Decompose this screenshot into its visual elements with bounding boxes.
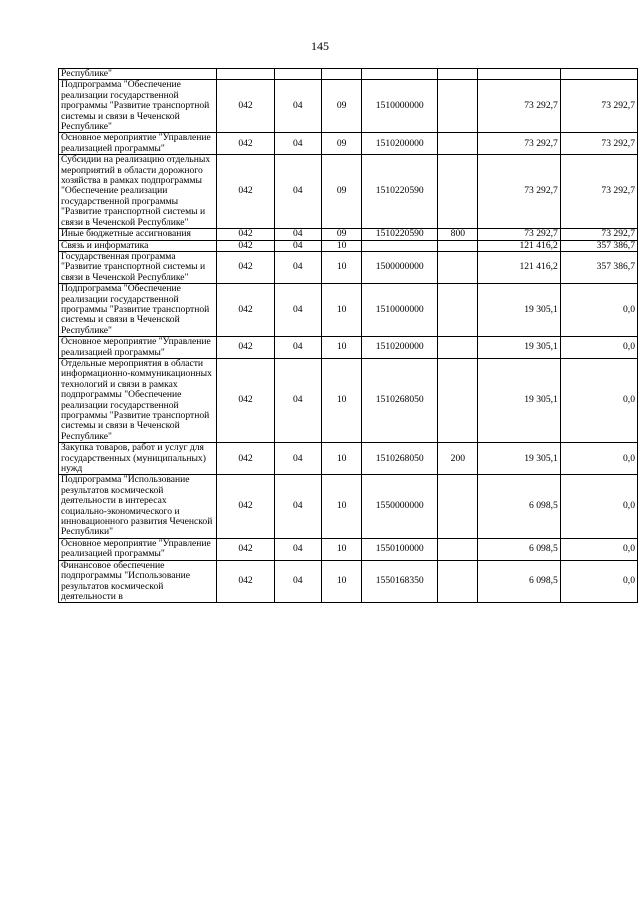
subsection-code-cell: 10	[322, 337, 362, 359]
table-row	[59, 80, 638, 133]
expense-type-cell: 200	[438, 443, 478, 475]
subsection-code-cell: 10	[322, 475, 362, 538]
grbs-code-cell: 042	[217, 337, 274, 359]
row-name-cell: Подпрограмма "Обеспечение реализации государственной программы "Развитие транспортной системы и связи в Чеченской Республике"	[59, 80, 217, 133]
table-row	[59, 337, 638, 359]
table-row	[59, 155, 638, 229]
amount-year2-cell: 0,0	[560, 560, 637, 603]
section-code-cell: 04	[274, 337, 322, 359]
table-body	[59, 69, 638, 603]
grbs-code-cell: 042	[217, 240, 274, 251]
target-article-cell: 1510220590	[362, 155, 438, 229]
expense-type-cell	[438, 69, 478, 80]
target-article-cell: 1550168350	[362, 560, 438, 603]
amount-year2-cell: 0,0	[560, 284, 637, 337]
subsection-code-cell: 10	[322, 358, 362, 442]
section-code-cell: 04	[274, 538, 322, 560]
subsection-code-cell: 10	[322, 284, 362, 337]
target-article-cell: 1510200000	[362, 337, 438, 359]
expense-type-cell	[438, 538, 478, 560]
section-code-cell: 04	[274, 251, 322, 283]
table-row	[59, 133, 638, 155]
row-name-cell: Основное мероприятие "Управление реализацией программы"	[59, 337, 217, 359]
expense-type-cell	[438, 240, 478, 251]
section-code-cell	[274, 69, 322, 80]
grbs-code-cell: 042	[217, 251, 274, 283]
amount-year1-cell: 6 098,5	[478, 538, 560, 560]
section-code-cell: 04	[274, 229, 322, 240]
row-name-cell: Подпрограмма "Использование результатов космической деятельности в интересах социально-экономического и инновационного развития Чеченской Республики"	[59, 475, 217, 538]
amount-year1-cell: 19 305,1	[478, 358, 560, 442]
amount-year1-cell: 19 305,1	[478, 443, 560, 475]
row-name-cell: Подпрограмма "Обеспечение реализации государственной программы "Развитие транспортной системы и связи в Чеченской Республике"	[59, 284, 217, 337]
amount-year2-cell: 0,0	[560, 358, 637, 442]
expense-type-cell	[438, 251, 478, 283]
grbs-code-cell: 042	[217, 538, 274, 560]
grbs-code-cell: 042	[217, 133, 274, 155]
subsection-code-cell: 10	[322, 251, 362, 283]
section-code-cell: 04	[274, 443, 322, 475]
row-name-cell: Основное мероприятие "Управление реализацией программы"	[59, 538, 217, 560]
target-article-cell: 1510200000	[362, 133, 438, 155]
table-row	[59, 443, 638, 475]
amount-year2-cell	[560, 69, 637, 80]
section-code-cell: 04	[274, 155, 322, 229]
page-number: 145	[311, 39, 329, 53]
row-name-cell: Связь и информатика	[59, 240, 217, 251]
grbs-code-cell: 042	[217, 284, 274, 337]
subsection-code-cell: 09	[322, 229, 362, 240]
expense-type-cell	[438, 337, 478, 359]
amount-year2-cell: 0,0	[560, 538, 637, 560]
section-code-cell: 04	[274, 358, 322, 442]
row-name-cell: Основное мероприятие "Управление реализацией программы"	[59, 133, 217, 155]
target-article-cell: 1510220590	[362, 229, 438, 240]
expense-type-cell	[438, 80, 478, 133]
amount-year2-cell: 73 292,7	[560, 229, 637, 240]
expense-type-cell	[438, 358, 478, 442]
expense-type-cell: 800	[438, 229, 478, 240]
subsection-code-cell: 10	[322, 443, 362, 475]
section-code-cell: 04	[274, 240, 322, 251]
section-code-cell: 04	[274, 475, 322, 538]
amount-year2-cell: 0,0	[560, 337, 637, 359]
grbs-code-cell: 042	[217, 155, 274, 229]
amount-year2-cell: 73 292,7	[560, 80, 637, 133]
grbs-code-cell	[217, 69, 274, 80]
row-name-cell: Государственная программа "Развитие транспортной системы и связи в Чеченской Республике"	[59, 251, 217, 283]
table-row	[59, 358, 638, 442]
budget-table	[58, 68, 638, 603]
row-name-cell: Финансовое обеспечение подпрограммы "Использование результатов космической деятельности в	[59, 560, 217, 603]
subsection-code-cell: 10	[322, 538, 362, 560]
section-code-cell: 04	[274, 80, 322, 133]
amount-year2-cell: 73 292,7	[560, 133, 637, 155]
amount-year1-cell: 73 292,7	[478, 80, 560, 133]
amount-year1-cell: 6 098,5	[478, 475, 560, 538]
amount-year2-cell: 73 292,7	[560, 155, 637, 229]
grbs-code-cell: 042	[217, 560, 274, 603]
amount-year1-cell: 121 416,2	[478, 251, 560, 283]
target-article-cell: 1500000000	[362, 251, 438, 283]
subsection-code-cell: 09	[322, 80, 362, 133]
expense-type-cell	[438, 560, 478, 603]
target-article-cell: 1550100000	[362, 538, 438, 560]
target-article-cell	[362, 240, 438, 251]
row-name-cell: Республике"	[59, 69, 217, 80]
target-article-cell	[362, 69, 438, 80]
row-name-cell: Иные бюджетные ассигнования	[59, 229, 217, 240]
section-code-cell: 04	[274, 284, 322, 337]
amount-year1-cell: 73 292,7	[478, 155, 560, 229]
amount-year2-cell: 357 386,7	[560, 240, 637, 251]
section-code-cell: 04	[274, 560, 322, 603]
amount-year1-cell: 19 305,1	[478, 284, 560, 337]
table-row	[59, 251, 638, 283]
subsection-code-cell	[322, 69, 362, 80]
expense-type-cell	[438, 284, 478, 337]
target-article-cell: 1510268050	[362, 358, 438, 442]
table-row	[59, 240, 638, 251]
amount-year2-cell: 357 386,7	[560, 251, 637, 283]
grbs-code-cell: 042	[217, 475, 274, 538]
target-article-cell: 1510268050	[362, 443, 438, 475]
grbs-code-cell: 042	[217, 229, 274, 240]
table-row	[59, 284, 638, 337]
amount-year1-cell: 19 305,1	[478, 337, 560, 359]
expense-type-cell	[438, 155, 478, 229]
amount-year2-cell: 0,0	[560, 443, 637, 475]
subsection-code-cell: 10	[322, 240, 362, 251]
amount-year1-cell: 73 292,7	[478, 133, 560, 155]
expense-type-cell	[438, 133, 478, 155]
table-row	[59, 229, 638, 240]
subsection-code-cell: 09	[322, 155, 362, 229]
section-code-cell: 04	[274, 133, 322, 155]
table-row	[59, 538, 638, 560]
subsection-code-cell: 09	[322, 133, 362, 155]
subsection-code-cell: 10	[322, 560, 362, 603]
row-name-cell: Отдельные мероприятия в области информационно-коммуникационных технологий и связи в рамках подпрограммы "Обеспечение реализации государственной программы "Развитие транспортной системы и связи в Чеченской Республике"	[59, 358, 217, 442]
amount-year1-cell: 73 292,7	[478, 229, 560, 240]
amount-year1-cell: 121 416,2	[478, 240, 560, 251]
target-article-cell: 1510000000	[362, 284, 438, 337]
expense-type-cell	[438, 475, 478, 538]
amount-year1-cell	[478, 69, 560, 80]
target-article-cell: 1550000000	[362, 475, 438, 538]
table-row	[59, 69, 638, 80]
row-name-cell: Субсидии на реализацию отдельных мероприятий в области дорожного хозяйства в рамках подпрограммы "Обеспечение реализации государственной программы "Развитие транспортной системы и связи в Чеченской Республике"	[59, 155, 217, 229]
row-name-cell: Закупка товаров, работ и услуг для государственных (муниципальных) нужд	[59, 443, 217, 475]
grbs-code-cell: 042	[217, 358, 274, 442]
table-row	[59, 560, 638, 603]
amount-year2-cell: 0,0	[560, 475, 637, 538]
target-article-cell: 1510000000	[362, 80, 438, 133]
grbs-code-cell: 042	[217, 80, 274, 133]
table-row	[59, 475, 638, 538]
grbs-code-cell: 042	[217, 443, 274, 475]
amount-year1-cell: 6 098,5	[478, 560, 560, 603]
